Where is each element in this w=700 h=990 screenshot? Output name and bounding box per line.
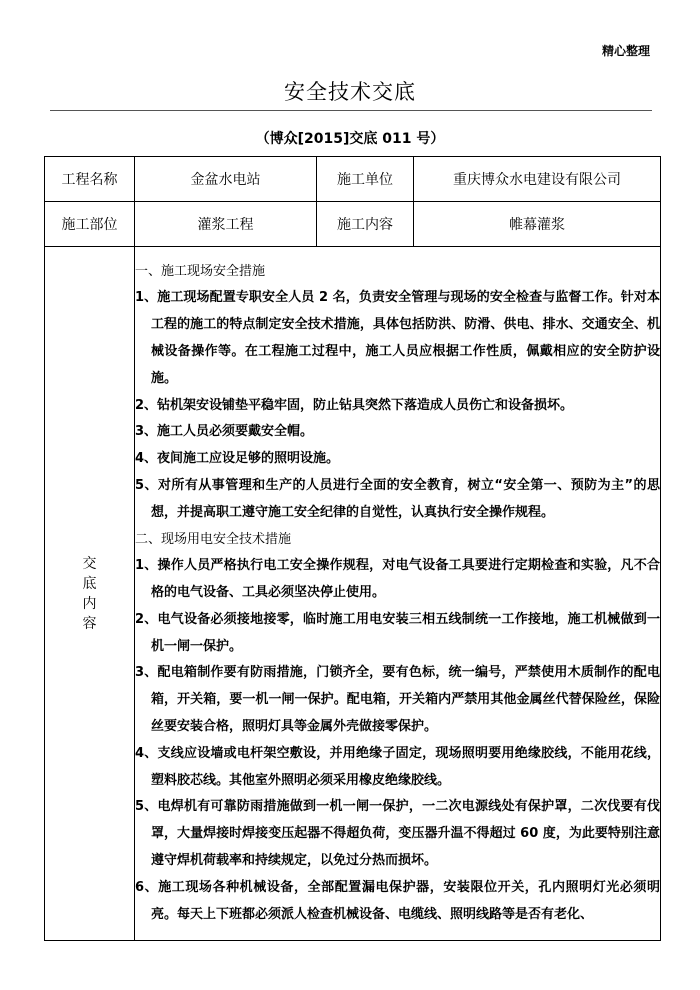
content-paragraph: 2、电气设备必须接地接零，临时施工用电安装三相五线制统一工作接地，施工机械做到一机一闸一保护。: [135, 611, 660, 654]
section-heading: 一、施工现场安全措施: [135, 263, 266, 279]
work-content-value: 帷幕灌浆: [414, 202, 661, 247]
content-paragraph: 3、施工人员必须要戴安全帽。: [135, 424, 314, 440]
content-paragraph: 2、钻机架安设铺垫平稳牢固，防止钻具突然下落造成人员伤亡和设备损坏。: [135, 397, 574, 413]
content-paragraph: 1、操作人员严格执行电工安全操作规程，对电气设备工具要进行定期检查和实验，凡不合格的电气设备、工具必须坚决停止使用。: [135, 558, 660, 601]
project-name-label: 工程名称: [45, 157, 135, 202]
content-paragraph: 6、施工现场各种机械设备，全部配置漏电保护器，安装限位开关，孔内照明灯光必须明亮。每天上下班都必须派人检查机械设备、电缆线、照明线路等是否有老化、: [135, 879, 660, 922]
header-row-section: [45, 202, 661, 247]
watermark-text: 精心整理: [601, 44, 650, 58]
content-row: [45, 247, 661, 941]
page-title: 安全技术交底: [284, 80, 416, 104]
document-number: （博众[2015]交底 011 号）: [255, 131, 445, 147]
content-paragraph: 4、夜间施工应设足够的照明设施。: [135, 451, 340, 467]
content-paragraph: 5、电焊机有可靠防雨措施做到一机一闸一保护，一二次电源线处有保护罩，二次伐要有伐罩，大量焊接时焊接变压起器不得超负荷，变压器升温不得超过 60 度，为此要特别注意遵守焊机荷载率和持续规定，以免过分热而损坏。: [135, 799, 660, 869]
content-paragraph: 5、对所有从事管理和生产的人员进行全面的安全教育，树立“安全第一、预防为主”的思想，并提高职工遵守施工安全纪律的自觉性，认真执行安全操作规程。: [135, 477, 660, 520]
contractor-label: 施工单位: [317, 157, 414, 202]
project-name-value: 金盆水电站: [135, 157, 317, 202]
section-value: 灌浆工程: [135, 202, 317, 247]
side-label: 交底内容: [82, 555, 97, 632]
content-paragraph: 3、配电箱制作要有防雨措施，门锁齐全，要有色标，统一编号，严禁使用木质制作的配电箱，开关箱，要一机一闸一保护。配电箱，开关箱内严禁用其他金属丝代替保险丝，保险丝要安装合格，照明灯具等金属外壳做接零保护。: [135, 665, 660, 735]
work-content-label: 施工内容: [317, 202, 414, 247]
content-paragraph: 4、支线应设墙或电杆架空敷设，并用绝缘子固定，现场照明要用绝缘胶线，不能用花线，塑料胶芯线。其他室外照明必须采用橡皮绝缘胶线。: [135, 745, 660, 788]
briefing-form-table: [44, 156, 661, 941]
contractor-value: 重庆博众水电建设有限公司: [414, 157, 661, 202]
side-label-cell: [45, 247, 135, 941]
briefing-content: [135, 247, 661, 941]
section-heading: 二、现场用电安全技术措施: [135, 531, 292, 547]
section-label: 施工部位: [45, 202, 135, 247]
title-divider: [50, 110, 652, 111]
content-paragraph: 1、施工现场配置专职安全人员 2 名，负责安全管理与现场的安全检查与监督工作。针对本工程的施工的特点制定安全技术措施，具体包括防洪、防滑、供电、排水、交通安全、机械设备操作等。在工程施工过程中，施工人员应根据工作性质，佩戴相应的安全防护设施。: [135, 290, 660, 386]
header-row-project: [45, 157, 661, 202]
